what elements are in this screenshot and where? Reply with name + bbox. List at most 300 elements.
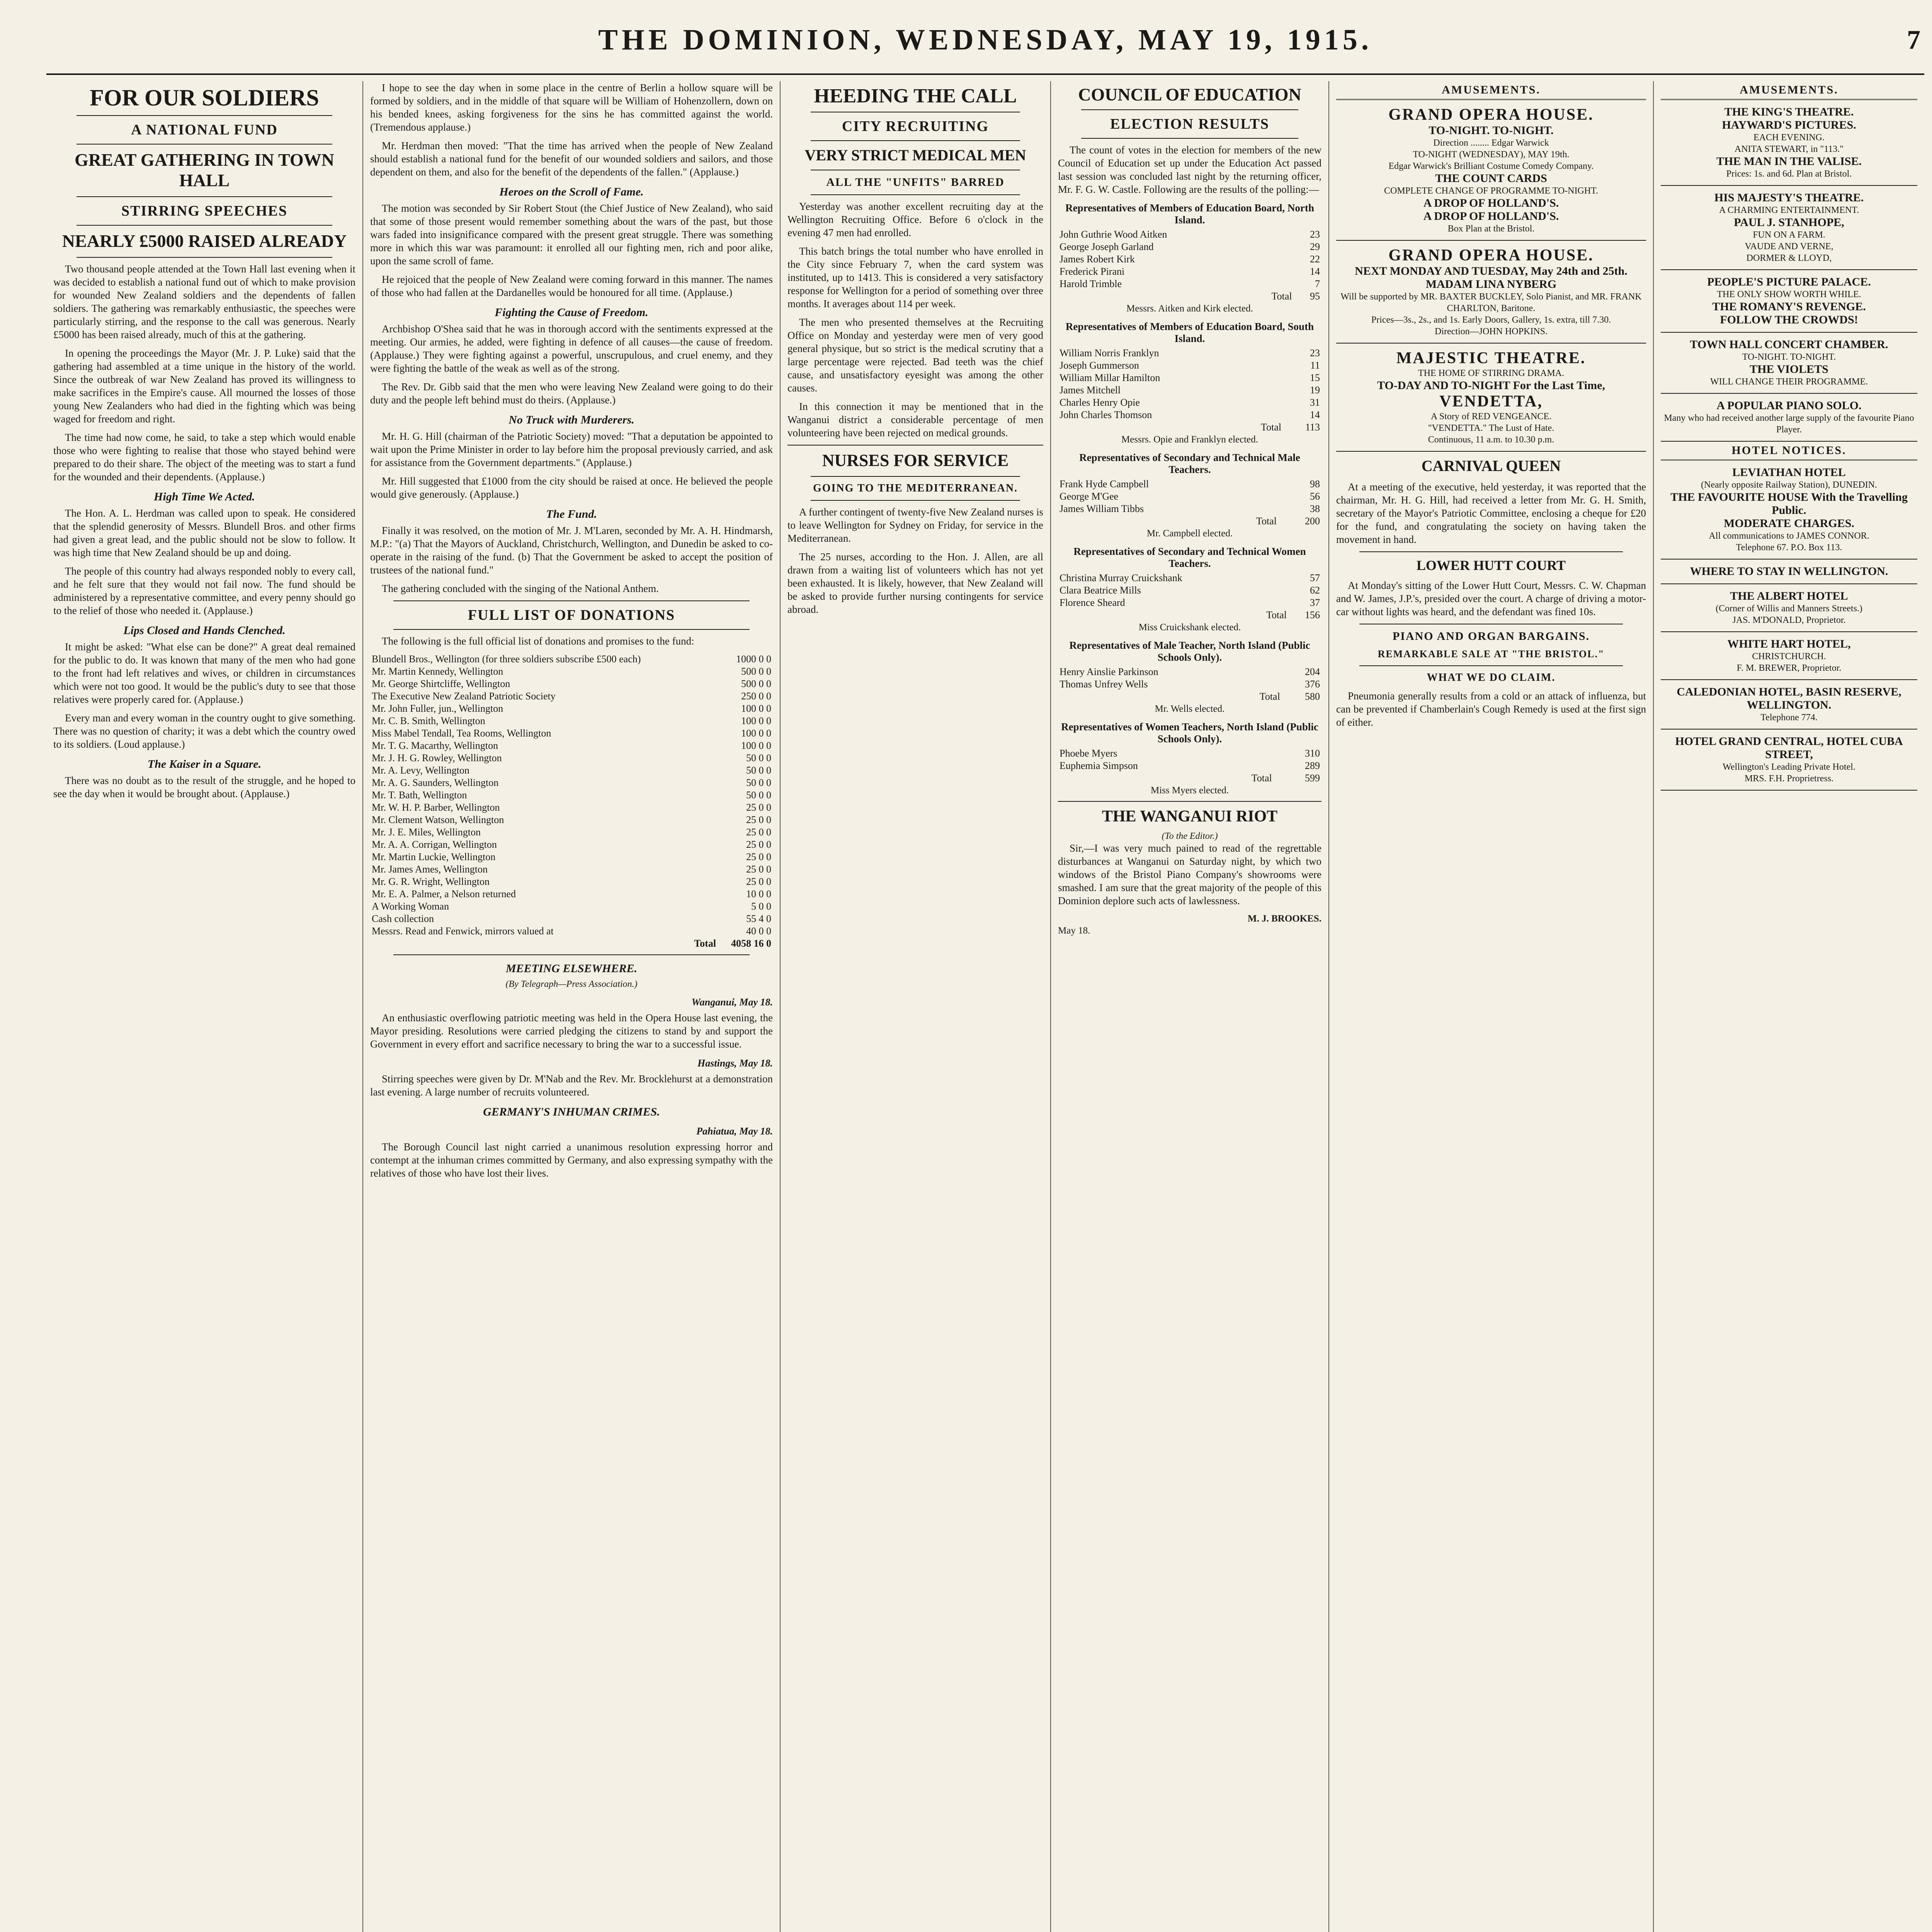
ad-majestic — [1336, 344, 1646, 452]
election-results — [1058, 202, 1321, 796]
article-paragraph: At Monday's sitting of the Lower Hutt Court, Messrs. C. W. Chapman and W. James, J.P.'s, presided over the court. A charge of driving a motor-car without lights was heard, and the defendant was fined 10s. — [1336, 580, 1646, 618]
donation-row — [370, 690, 773, 702]
donor-name: Mr. George Shirtcliffe, Wellington — [372, 678, 510, 689]
column-education — [1051, 81, 1329, 1932]
ad-line: CHRISTCHURCH. — [1752, 651, 1826, 662]
donation-row — [370, 715, 773, 727]
ad-title: GRAND OPERA HOUSE. — [1388, 247, 1594, 264]
donor-name: Mr. J. E. Miles, Wellington — [372, 827, 481, 838]
ad-title: HOTEL GRAND CENTRAL, HOTEL CUBA STREET, — [1675, 735, 1903, 761]
candidate-row — [1058, 584, 1321, 597]
ad-caledonian — [1661, 680, 1917, 730]
divider — [77, 257, 332, 258]
article-paragraph: It might be asked: "What else can be done?" A great deal remained for the public to do. It was known that many of the men who had gone to the front had left relatives and wives, or children in circumstances which were not too good. It would be the public's duty to see that those relatives were properly cared for. (Applause.) — [53, 641, 355, 705]
column-amusements-1 — [1329, 81, 1654, 1932]
donation-amount: 250 0 0 — [741, 690, 771, 702]
candidate-votes: 14 — [1310, 409, 1320, 420]
candidate-votes: 38 — [1310, 503, 1320, 514]
candidate-row — [1058, 760, 1321, 772]
donations-intro: The following is the full official list of donations and promises to the fund: — [382, 635, 694, 647]
donation-amount: 25 0 0 — [746, 839, 771, 850]
ad-line: VENDETTA, — [1439, 393, 1543, 410]
newspaper-title: THE DOMINION, WEDNESDAY, MAY 19, 1915. — [598, 24, 1372, 56]
candidate-row — [1058, 384, 1321, 396]
ad-title: MAJESTIC THEATRE. — [1396, 349, 1586, 367]
ad-line: Direction ........ Edgar Warwick — [1433, 138, 1549, 148]
candidate-row — [1058, 253, 1321, 265]
donation-amount: 100 0 0 — [741, 715, 771, 726]
ad-line: JAS. M'DONALD, Proprietor. — [1732, 615, 1846, 625]
candidate-name: James William Tibbs — [1060, 503, 1144, 514]
divider — [1058, 801, 1321, 802]
total-votes: 95 — [1310, 290, 1320, 302]
election-total-row — [1058, 421, 1321, 434]
divider — [77, 225, 332, 226]
ad-line: A Story of RED VENGEANCE. — [1430, 412, 1552, 422]
ad-line: Prices—3s., 2s., and 1s. Early Doors, Gallery, 1s. extra, till 7.30. — [1371, 315, 1611, 325]
headline-lower-hutt: LOWER HUTT COURT — [1416, 558, 1566, 573]
candidate-votes: 98 — [1310, 478, 1320, 490]
election-group-title: Representatives of Members of Education Board, South Island. — [1065, 320, 1314, 344]
candidate-votes: 23 — [1310, 228, 1320, 240]
election-table — [1058, 228, 1321, 303]
ad-peoples-palace — [1661, 270, 1917, 333]
ad-title: GRAND OPERA HOUSE. — [1388, 106, 1594, 124]
election-table — [1058, 747, 1321, 784]
article-paragraph: This batch brings the total number who have enrolled in the City since February 7, when the card system was instituted, up to 1413. This is considered a very satisfactory response for Wellington for a period of something over three months. It averages about 114 per week. — [787, 245, 1043, 310]
donation-amount: 100 0 0 — [741, 740, 771, 751]
candidate-row — [1058, 490, 1321, 503]
candidate-votes: 37 — [1310, 597, 1320, 608]
deck-unfits: ALL THE "UNFITS" BARRED — [826, 176, 1005, 189]
election-group-title: Representatives of Members of Education Board, North Island. — [1065, 202, 1314, 226]
candidate-name: Euphemia Simpson — [1060, 760, 1138, 771]
divider — [77, 196, 332, 197]
article-paragraph: Archbishop O'Shea said that he was in thorough accord with the sentiments expressed at the meeting. Our armies, he added, were fighting in defence of all causes—the cause of freedom. (Applause.) They were fighting against a powerful, unscrupulous, and cruel enemy, and they were fighting the battle of the weak as well as of the strong. — [370, 323, 773, 374]
ad-line: "VENDETTA." The Lust of Hate. — [1428, 423, 1554, 433]
candidate-name: James Robert Kirk — [1060, 253, 1135, 265]
candidate-votes: 23 — [1310, 347, 1320, 359]
donation-amount: 500 0 0 — [741, 678, 771, 689]
ad-albert-hotel — [1661, 584, 1917, 632]
candidate-votes: 376 — [1305, 678, 1320, 690]
donor-name: Mr. T. Bath, Wellington — [372, 789, 467, 801]
masthead — [46, 15, 1924, 75]
donation-row — [370, 888, 773, 900]
article-paragraph: Mr. H. G. Hill (chairman of the Patriotic Society) moved: "That a deputation be appointed to wait upon the Prime Minister in order to lay before him the proposal previously carried, and ask for assistance from the Government departments." (Applause.) — [370, 430, 773, 468]
article-paragraph: A further contingent of twenty-five New Zealand nurses is to leave Wellington for Sydney on Friday, for service in the Mediterranean. — [787, 506, 1043, 544]
ad-line: Direction—JOHN HOPKINS. — [1435, 327, 1548, 337]
donor-name: Mr. E. A. Palmer, a Nelson returned — [372, 888, 516, 900]
article-paragraph: Stirring speeches were given by Dr. M'Nab and the Rev. Mr. Brocklehurst at a demonstration last evening. A large number of recruits volunteered. — [370, 1073, 773, 1098]
donation-row — [370, 913, 773, 925]
total-label: Total — [1266, 609, 1287, 621]
article-paragraph: I hope to see the day when in some place in the centre of Berlin a hollow square will be formed by soldiers, and in the middle of that square will be William of Hohenzollern, down on his bended knees, asking forgiveness for the sins he has committed against the world. (Tremendous applause.) — [370, 82, 773, 133]
election-group-title: Representatives of Secondary and Technical Women Teachers. — [1073, 545, 1306, 569]
total-votes: 580 — [1305, 690, 1320, 702]
germany-head: GERMANY'S INHUMAN CRIMES. — [483, 1105, 660, 1118]
candidate-row — [1058, 597, 1321, 609]
ad-town-hall — [1661, 333, 1917, 394]
divider — [1081, 138, 1298, 139]
total-label: Total — [1256, 515, 1277, 527]
donation-row — [370, 653, 773, 665]
donor-name: Cash collection — [372, 913, 434, 924]
ad-line: Many who had received another large supply of the favourite Piano Player. — [1664, 413, 1914, 435]
donation-amount: 50 0 0 — [746, 752, 771, 764]
election-note: Messrs. Opie and Franklyn elected. — [1121, 434, 1259, 445]
ad-grand-central — [1661, 730, 1917, 791]
ad-line: ANITA STEWART, in "113." — [1734, 144, 1844, 154]
total-label: Total — [1251, 772, 1272, 784]
election-total-row — [1058, 290, 1321, 303]
candidate-name: James Mitchell — [1060, 384, 1121, 396]
donor-name: Mr. James Ames, Wellington — [372, 864, 488, 875]
candidate-name: Phoebe Myers — [1060, 747, 1117, 759]
donor-name: Messrs. Read and Fenwick, mirrors valued at — [372, 925, 554, 937]
donations-table — [370, 653, 773, 950]
subhead: High Time We Acted. — [154, 490, 255, 503]
ad-line: TO-NIGHT. TO-NIGHT. — [1429, 124, 1554, 137]
subhead-piano: REMARKABLE SALE AT "THE BRISTOL." — [1378, 648, 1605, 660]
candidate-votes: 57 — [1310, 572, 1320, 583]
article-paragraph: The gathering concluded with the singing of the National Anthem. — [382, 583, 659, 594]
article-paragraph: The men who presented themselves at the Recruiting Office on Monday and yesterday were men of very good general physique, but so strict is the medical scrutiny that a large percentage were rejected. Bad teeth was the chief cause, and unsatisfactory eyesight was among the other causes. — [787, 316, 1043, 394]
column-soldiers — [46, 81, 363, 1932]
candidate-votes: 310 — [1305, 747, 1320, 759]
donation-row — [370, 814, 773, 826]
ad-line: Will be supported by MR. BAXTER BUCKLEY, Solo Pianist, and MR. FRANK CHARLTON, Baritone. — [1340, 292, 1642, 313]
donor-name: Mr. A. G. Saunders, Wellington — [372, 777, 499, 788]
donation-row — [370, 789, 773, 801]
article-paragraph: The Hon. A. L. Herdman was called upon to speak. He considered that the splendid generosity of Messrs. Blundell Bros. and other firms had given a great lead, and the public should not be slow to follow. It was high time that New Zealand should be up and doing. — [53, 507, 355, 558]
amusements-header: AMUSEMENTS. — [1336, 81, 1646, 100]
donation-row — [370, 764, 773, 777]
article-paragraph: Mr. Hill suggested that £1000 from the city should be raised at once. He believed the people would give generously. (Applause.) — [370, 475, 773, 500]
article-paragraph: The Borough Council last night carried a unanimous resolution expressing horror and contempt at the inhuman crimes committed by Germany, and also expressing sympathy with the relatives of those who have lost their lives. — [370, 1141, 773, 1179]
divider — [811, 140, 1020, 141]
ad-line: VAUDE AND VERNE, — [1745, 242, 1833, 252]
candidate-row — [1058, 396, 1321, 409]
donation-amount: 25 0 0 — [746, 851, 771, 862]
deck-medical: VERY STRICT MEDICAL MEN — [804, 146, 1026, 164]
candidate-name: John Guthrie Wood Aitken — [1060, 228, 1167, 240]
donation-row — [370, 900, 773, 913]
article-paragraph: The time had now come, he said, to take a step which would enable those who were fighting to realise that those who stayed behind were prepared to do their share. The object of the meeting was to start a fund for the wounded and their dependents. (Applause.) — [53, 431, 355, 483]
candidate-row — [1058, 372, 1321, 384]
donor-name: Mr. T. G. Macarthy, Wellington — [372, 740, 498, 751]
election-note: Mr. Wells elected. — [1155, 703, 1225, 714]
ad-piano-solo — [1661, 394, 1917, 442]
article-paragraph: Yesterday was another excellent recruiting day at the Wellington Recruiting Office. Before 6 o'clock in the evening 47 men had enrolled. — [787, 201, 1043, 239]
ad-line: MADAM LINA NYBERG — [1425, 278, 1557, 291]
candidate-name: William Millar Hamilton — [1060, 372, 1160, 383]
election-total-row — [1058, 690, 1321, 703]
ad-line: (Corner of Willis and Manners Streets.) — [1716, 604, 1862, 614]
newspaper-page — [46, 81, 1924, 1932]
headline-soldiers: FOR OUR SOLDIERS — [90, 85, 319, 111]
election-total-row — [1058, 609, 1321, 621]
dateline: Wanganui, May 18. — [691, 997, 773, 1008]
ad-line: FOLLOW THE CROWDS! — [1720, 313, 1858, 326]
ad-line: Prices: 1s. and 6d. Plan at Bristol. — [1726, 169, 1852, 179]
article-paragraph: Sir,—I was very much pained to read of the regrettable disturbances at Wanganui on Saturday night, by which two windows of the Bristol Piano Company's showrooms were smashed. I am sure that the great majority of the people of this Dominion deplore such acts of lawlessness. — [1058, 842, 1321, 906]
candidate-name: Charles Henry Opie — [1060, 396, 1140, 408]
subhead: Fighting the Cause of Freedom. — [495, 306, 648, 319]
candidate-row — [1058, 265, 1321, 278]
ad-line: THE ROMANY'S REVENGE. — [1712, 300, 1866, 313]
candidate-name: Florence Sheard — [1060, 597, 1125, 608]
donation-row — [370, 876, 773, 888]
article-paragraph: An enthusiastic overflowing patriotic meeting was held in the Opera House last evening, the Mayor presiding. Resolutions were carried pledging the citizens to stand by and support the Government in every effort and sacrifice necessary to bring the war to a successful issue. — [370, 1012, 773, 1050]
page-number: 7 — [1907, 25, 1920, 55]
ad-line: MODERATE CHARGES. — [1724, 517, 1854, 530]
candidate-name: George M'Gee — [1060, 490, 1119, 502]
election-table — [1058, 478, 1321, 527]
donation-amount: 100 0 0 — [741, 703, 771, 714]
donor-name: Mr. Martin Kennedy, Wellington — [372, 666, 503, 677]
donation-row — [370, 740, 773, 752]
headline-education: COUNCIL OF EDUCATION — [1078, 85, 1301, 104]
donation-row — [370, 801, 773, 814]
candidate-name: Frank Hyde Campbell — [1060, 478, 1149, 490]
deck-mediterranean: GOING TO THE MEDITERRANEAN. — [813, 482, 1018, 494]
ad-line: COMPLETE CHANGE OF PROGRAMME TO-NIGHT. — [1384, 186, 1599, 196]
election-group-title: Representatives of Women Teachers, North Island (Public Schools Only). — [1061, 721, 1318, 745]
hotels-header: HOTEL NOTICES. — [1661, 442, 1917, 461]
ad-line: NEXT MONDAY AND TUESDAY, May 24th and 25th. — [1355, 265, 1628, 277]
candidate-votes: 289 — [1305, 760, 1320, 771]
ad-grand-opera — [1336, 100, 1646, 241]
article-paragraph: The Rev. Dr. Gibb said that the men who were leaving New Zealand were going to do their duty and the people left behind must do theirs. (Applause.) — [370, 381, 773, 406]
subhead: Heroes on the Scroll of Fame. — [499, 185, 644, 198]
total-votes: 200 — [1305, 515, 1320, 527]
divider — [77, 144, 332, 145]
donation-amount: 10 0 0 — [746, 888, 771, 900]
headline-carnival: CARNIVAL QUEEN — [1421, 457, 1561, 474]
donation-row — [370, 863, 773, 876]
ad-line: A DROP OF HOLLAND'S. — [1423, 197, 1559, 209]
candidate-votes: 19 — [1310, 384, 1320, 396]
subhead: The Kaiser in a Square. — [147, 757, 262, 770]
ad-line: PAUL J. STANHOPE, — [1734, 216, 1844, 229]
ad-line: TO-DAY AND TO-NIGHT For the Last Time, — [1377, 379, 1605, 392]
candidate-row — [1058, 478, 1321, 490]
ad-line: FUN ON A FARM. — [1753, 230, 1825, 240]
article-paragraph: The people of this country had always responded nobly to every call, and he felt sure that they would not fail now. The fund should be administered by a representative committee, and every penny should go to the relief of those who needed it. (Applause.) — [53, 565, 355, 616]
ad-line: THE FAVOURITE HOUSE With the Travelling Public. — [1670, 491, 1908, 517]
candidate-votes: 11 — [1310, 359, 1320, 371]
article-paragraph: The motion was seconded by Sir Robert Stout (the Chief Justice of New Zealand), who said that some of those present would remember something about the wars of the past, but those wars faded into insignificance compared with the present great struggle. There was something more in which this war was paramount: it enrolled all our fighting men, rich and poor alike, upon the same scroll of fame. — [370, 202, 773, 267]
ad-line: EACH EVENING. — [1753, 133, 1825, 143]
donation-amount: 25 0 0 — [746, 814, 771, 825]
candidate-row — [1058, 359, 1321, 372]
divider — [811, 476, 1020, 477]
donor-name: Mr. W. H. P. Barber, Wellington — [372, 802, 500, 813]
total-votes: 599 — [1305, 772, 1320, 784]
ad-line: HAYWARD'S PICTURES. — [1722, 119, 1856, 131]
donation-row — [370, 925, 773, 937]
donor-name: Mr. A. Levy, Wellington — [372, 765, 469, 776]
election-total-row — [1058, 772, 1321, 784]
divider — [1081, 109, 1298, 110]
ad-line: TO-NIGHT (WEDNESDAY), MAY 19th. — [1413, 150, 1570, 160]
donor-name: Mr. J. H. G. Rowley, Wellington — [372, 752, 502, 764]
ad-belgian-concert — [1336, 241, 1646, 344]
letter-date: May 18. — [1058, 925, 1090, 936]
donor-name: A Working Woman — [372, 901, 449, 912]
donor-name: Mr. A. A. Corrigan, Wellington — [372, 839, 497, 850]
ad-line: F. M. BREWER, Proprietor. — [1736, 663, 1842, 673]
election-note: Mr. Campbell elected. — [1146, 528, 1233, 539]
ad-title: A POPULAR PIANO SOLO. — [1716, 399, 1862, 412]
donation-row — [370, 665, 773, 678]
ad-kings-theatre — [1661, 100, 1917, 186]
total-amount: 4058 16 0 — [731, 938, 771, 949]
article-paragraph: The 25 nurses, according to the Hon. J. Allen, are all drawn from a waiting list of volunteers which has not yet been exhausted. It is likely, however, that New Zealand will be asked to provide further nursing contingents for service abroad. — [787, 551, 1043, 615]
ad-line: All communications to JAMES CONNOR. — [1709, 531, 1869, 541]
amusements-header: AMUSEMENTS. — [1661, 81, 1917, 100]
candidate-row — [1058, 572, 1321, 584]
ad-white-hart — [1661, 632, 1917, 680]
candidate-votes: 22 — [1310, 253, 1320, 265]
column-amusements-2 — [1654, 81, 1924, 1932]
candidate-name: Thomas Unfrey Wells — [1060, 678, 1148, 690]
election-group-title: Representatives of Secondary and Technical Male Teachers. — [1079, 451, 1300, 475]
ad-line: TO-NIGHT. TO-NIGHT. — [1742, 352, 1836, 362]
kicker-national-fund: A NATIONAL FUND — [131, 122, 278, 138]
divider — [811, 500, 1020, 501]
divider — [787, 445, 1043, 446]
donor-name: Mr. Martin Luckie, Wellington — [372, 851, 496, 862]
ad-line: THE COUNT CARDS — [1435, 172, 1547, 185]
candidate-votes: 29 — [1310, 241, 1320, 252]
donation-amount: 25 0 0 — [746, 876, 771, 887]
total-label: Total — [694, 938, 716, 949]
ad-line: Continuous, 11 a.m. to 10.30 p.m. — [1428, 435, 1554, 445]
donation-amount: 55 4 0 — [746, 913, 771, 924]
meeting-source: (By Telegraph—Press Association.) — [505, 979, 638, 989]
article-paragraph: Every man and every woman in the country ought to give something. There was no question of charity; it was a debt which the country owed to its soldiers. (Loud applause.) — [53, 712, 355, 750]
subhead: Lips Closed and Hands Clenched. — [123, 624, 286, 637]
candidate-votes: 31 — [1310, 396, 1320, 408]
candidate-row — [1058, 747, 1321, 760]
donor-name: Blundell Bros., Wellington (for three soldiers subscribe £500 each) — [372, 653, 641, 665]
candidate-row — [1058, 228, 1321, 241]
ad-title: TOWN HALL CONCERT CHAMBER. — [1690, 338, 1888, 351]
candidate-name: Christina Murray Cruickshank — [1060, 572, 1182, 583]
donation-amount: 500 0 0 — [741, 666, 771, 677]
subhead: The Fund. — [546, 508, 597, 520]
headline-piano: PIANO AND ORGAN BARGAINS. — [1392, 630, 1590, 643]
article-paragraph: Mr. Herdman then moved: "That the time has arrived when the people of New Zealand should establish a national fund for the benefit of our wounded soldiers and sailors, and those dependent on them, and also for the benefit of the dependents of the fallen." (Applause.) — [370, 140, 773, 178]
ad-title: WHERE TO STAY IN WELLINGTON. — [1690, 565, 1888, 578]
candidate-name: John Charles Thomson — [1060, 409, 1152, 420]
election-table — [1058, 666, 1321, 703]
ad-title: PEOPLE'S PICTURE PALACE. — [1707, 276, 1871, 288]
donation-row — [370, 826, 773, 838]
article-paragraph: Finally it was resolved, on the motion of Mr. J. M'Laren, seconded by Mr. A. H. Hindmarsh, M.P.: "(a) That the Mayors of Auckland, Christchurch, Wellington, and Dunedin be asked to co-operate in the raising of the fund. (b) That the Government be asked to accept the position of trustees of the national fund." — [370, 525, 773, 576]
ad-title: THE KING'S THEATRE. — [1724, 105, 1854, 118]
donation-amount: 40 0 0 — [746, 925, 771, 937]
donation-row — [370, 838, 773, 851]
ad-title: CALEDONIAN HOTEL, BASIN RESERVE, WELLINGTON. — [1677, 685, 1901, 711]
election-table — [1058, 572, 1321, 621]
ad-line: A DROP OF HOLLAND'S. — [1423, 210, 1559, 223]
divider — [1359, 665, 1623, 666]
article-paragraph: At a meeting of the executive, held yesterday, it was reported that the chairman, Mr. H. G. Hill, had received a letter from Mr. G. H. Smith, secretary of the Mayor's Patriotic Committee, enclosing a cheque for £20 for the fund, and congratulating the society on having taken the movement in hand. — [1336, 481, 1646, 545]
total-label: Total — [1271, 290, 1292, 302]
ad-line: A CHARMING ENTERTAINMENT. — [1719, 205, 1859, 215]
deck-raised: NEARLY £5000 RAISED ALREADY — [62, 231, 347, 251]
candidate-row — [1058, 409, 1321, 421]
deck-speeches: STIRRING SPEECHES — [121, 202, 287, 219]
donor-name: Mr. John Fuller, jun., Wellington — [372, 703, 503, 714]
candidate-name: Harold Trimble — [1060, 278, 1122, 289]
candidate-row — [1058, 666, 1321, 678]
ad-line: Wellington's Leading Private Hotel. — [1723, 762, 1855, 772]
donation-amount: 50 0 0 — [746, 789, 771, 801]
candidate-name: George Joseph Garland — [1060, 241, 1154, 252]
candidate-votes: 62 — [1310, 584, 1320, 596]
article-paragraph: Pneumonia generally results from a cold or an attack of influenza, but can be prevented if Chamberlain's Cough Remedy is used at the first sign of either. — [1336, 690, 1646, 728]
candidate-votes: 56 — [1310, 490, 1320, 502]
total-votes: 113 — [1305, 421, 1320, 433]
ad-title: LEVIATHAN HOTEL — [1732, 466, 1846, 479]
election-group-title: Representatives of Male Teacher, North Island (Public Schools Only). — [1069, 639, 1310, 663]
ad-line: THE MAN IN THE VALISE. — [1716, 155, 1862, 168]
ad-line: Telephone 774. — [1760, 713, 1818, 723]
candidate-row — [1058, 347, 1321, 359]
donor-name: Mr. Clement Watson, Wellington — [372, 814, 504, 825]
divider — [393, 629, 750, 630]
article-paragraph: In this connection it may be mentioned that in the Wanganui district a considerable percentage of men volunteering have been rejected on medical grounds. — [787, 401, 1043, 439]
donor-name: Mr. G. R. Wright, Wellington — [372, 876, 490, 887]
candidate-row — [1058, 241, 1321, 253]
ad-title: THE ALBERT HOTEL — [1730, 590, 1848, 602]
headline-nurses: NURSES FOR SERVICE — [822, 451, 1009, 470]
headline-riot: THE WANGANUI RIOT — [1102, 807, 1278, 825]
deck-election: ELECTION RESULTS — [1110, 116, 1269, 132]
candidate-name: Joseph Gummerson — [1060, 359, 1139, 371]
divider — [393, 600, 750, 601]
election-table — [1058, 347, 1321, 434]
letter-signature: M. J. BROOKES. — [1248, 913, 1321, 924]
candidate-votes: 15 — [1310, 372, 1320, 383]
meeting-head: MEETING ELSEWHERE. — [505, 962, 638, 975]
article-paragraph: There was no doubt as to the result of the struggle, and he hoped to see the day when it would be brought about. (Applause.) — [53, 774, 355, 799]
candidate-name: Henry Ainslie Parkinson — [1060, 666, 1158, 677]
ad-line: THE HOME OF STIRRING DRAMA. — [1418, 368, 1564, 378]
article-paragraph: Two thousand people attended at the Town Hall last evening when it was decided to establish a national fund out of which to make provision for wounded New Zealand soldiers and the dependents of fallen soldiers. The gathering was remarkably enthusiastic, the speeches were particularly stirring, and the response to the call was generous. Nearly £5000 has been raised already, much of this at the gathering. — [53, 263, 355, 340]
donation-row — [370, 777, 773, 789]
donor-name: Mr. C. B. Smith, Wellington — [372, 715, 485, 726]
donation-amount: 100 0 0 — [741, 728, 771, 739]
candidate-row — [1058, 678, 1321, 690]
election-total-row — [1058, 515, 1321, 527]
candidate-votes: 7 — [1315, 278, 1320, 289]
total-votes: 156 — [1305, 609, 1320, 621]
candidate-name: William Norris Franklyn — [1060, 347, 1159, 359]
letter-source: (To the Editor.) — [1162, 831, 1218, 841]
ad-line: MRS. F.H. Proprietress. — [1744, 774, 1834, 784]
ad-line: Telephone 67. P.O. Box 113. — [1736, 543, 1842, 553]
headline-call: HEEDING THE CALL — [814, 85, 1017, 107]
divider — [393, 954, 750, 955]
candidate-name: Frederick Pirani — [1060, 265, 1125, 277]
donor-name: The Executive New Zealand Patriotic Society — [372, 690, 556, 702]
headline-claim: WHAT WE DO CLAIM. — [1427, 672, 1556, 684]
